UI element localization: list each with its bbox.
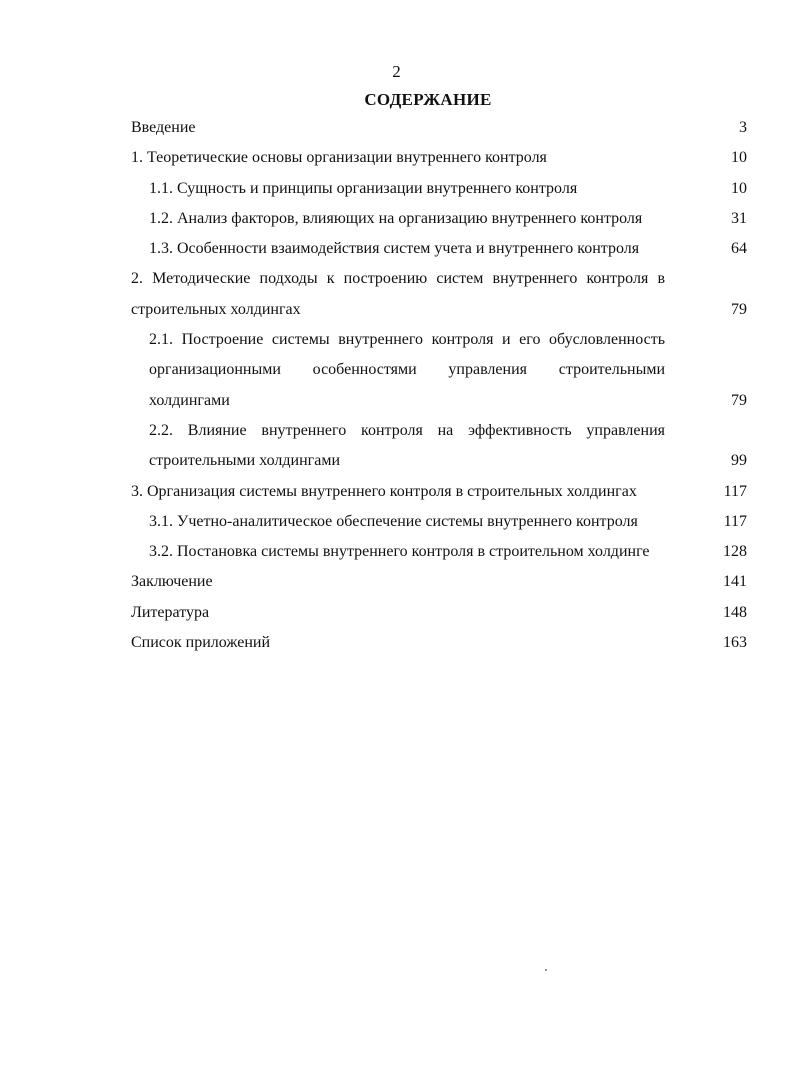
page-title: СОДЕРЖАНИЕ: [364, 90, 492, 109]
toc-entry-text: Литература: [131, 603, 210, 621]
scan-speck: [545, 969, 547, 971]
toc-entry-section-1-2: [0, 204, 793, 234]
toc-entry-section-2-2: [0, 416, 793, 477]
toc-entry-page: 10: [731, 179, 747, 197]
toc-entry-text: 2.1. Построение системы внутреннего контроля и его обусловленность организационными особенностями управления строительными холдингами: [149, 331, 665, 409]
toc-entry-page: 79: [731, 300, 747, 318]
toc-entry-page: 148: [723, 603, 747, 621]
toc-entry-text: 2.2. Влияние внутреннего контроля на эффективность управления строительными холдингами: [149, 421, 665, 470]
toc-entry-page: 3: [739, 119, 747, 136]
toc-entry-section-1-3: [0, 234, 793, 264]
page-number: 2: [392, 62, 401, 81]
toc-entry-text: Заключение: [131, 573, 213, 591]
toc-entry-appendices: [0, 628, 793, 658]
toc-entry-text: 1. Теоретические основы организации внутреннего контроля: [131, 149, 547, 167]
toc-entry-chapter-3: [0, 477, 793, 507]
toc-entry-introduction: [0, 113, 793, 143]
toc-entry-conclusion: [0, 567, 793, 597]
toc-entry-page: 117: [723, 512, 747, 530]
toc-entry-chapter-1: [0, 143, 793, 173]
toc-entry-section-1-1: [0, 174, 793, 204]
toc-entry-text: 2. Методические подходы к построению систем внутреннего контроля в строительных холдингах: [131, 270, 665, 318]
toc-entry-page: 31: [731, 209, 747, 227]
toc-entry-page: 128: [723, 543, 747, 561]
toc-entry-text: 3.2. Постановка системы внутреннего контроля в строительном холдинге: [149, 543, 650, 561]
toc-entry-text: 3.1. Учетно-аналитическое обеспечение системы внутреннего контроля: [149, 512, 638, 530]
toc-entry-page: 64: [731, 240, 747, 258]
toc-entry-text: 1.1. Сущность и принципы организации внутреннего контроля: [149, 179, 578, 197]
toc-entry-section-3-2: [0, 537, 793, 567]
toc-entry-literature: [0, 598, 793, 628]
toc-entry-page: 99: [731, 452, 747, 470]
toc-entry-page: 117: [723, 482, 747, 500]
table-of-contents: [0, 113, 793, 658]
toc-entry-page: 10: [731, 149, 747, 167]
toc-entry-page: 141: [723, 573, 747, 591]
toc-entry-text: 3. Организация системы внутреннего контроля в строительных холдингах: [131, 482, 637, 500]
toc-entry-chapter-2: [0, 264, 793, 325]
toc-entry-section-2-1: [0, 325, 793, 416]
toc-entry-page: 79: [731, 391, 747, 409]
toc-entry-text: Введение: [131, 119, 196, 136]
toc-entry-text: 1.2. Анализ факторов, влияющих на организацию внутреннего контроля: [149, 209, 643, 227]
toc-entry-text: 1.3. Особенности взаимодействия систем учета и внутреннего контроля: [149, 240, 640, 258]
toc-entry-page: 163: [723, 634, 747, 652]
toc-entry-section-3-1: [0, 507, 793, 537]
toc-entry-text: Список приложений: [131, 634, 271, 652]
